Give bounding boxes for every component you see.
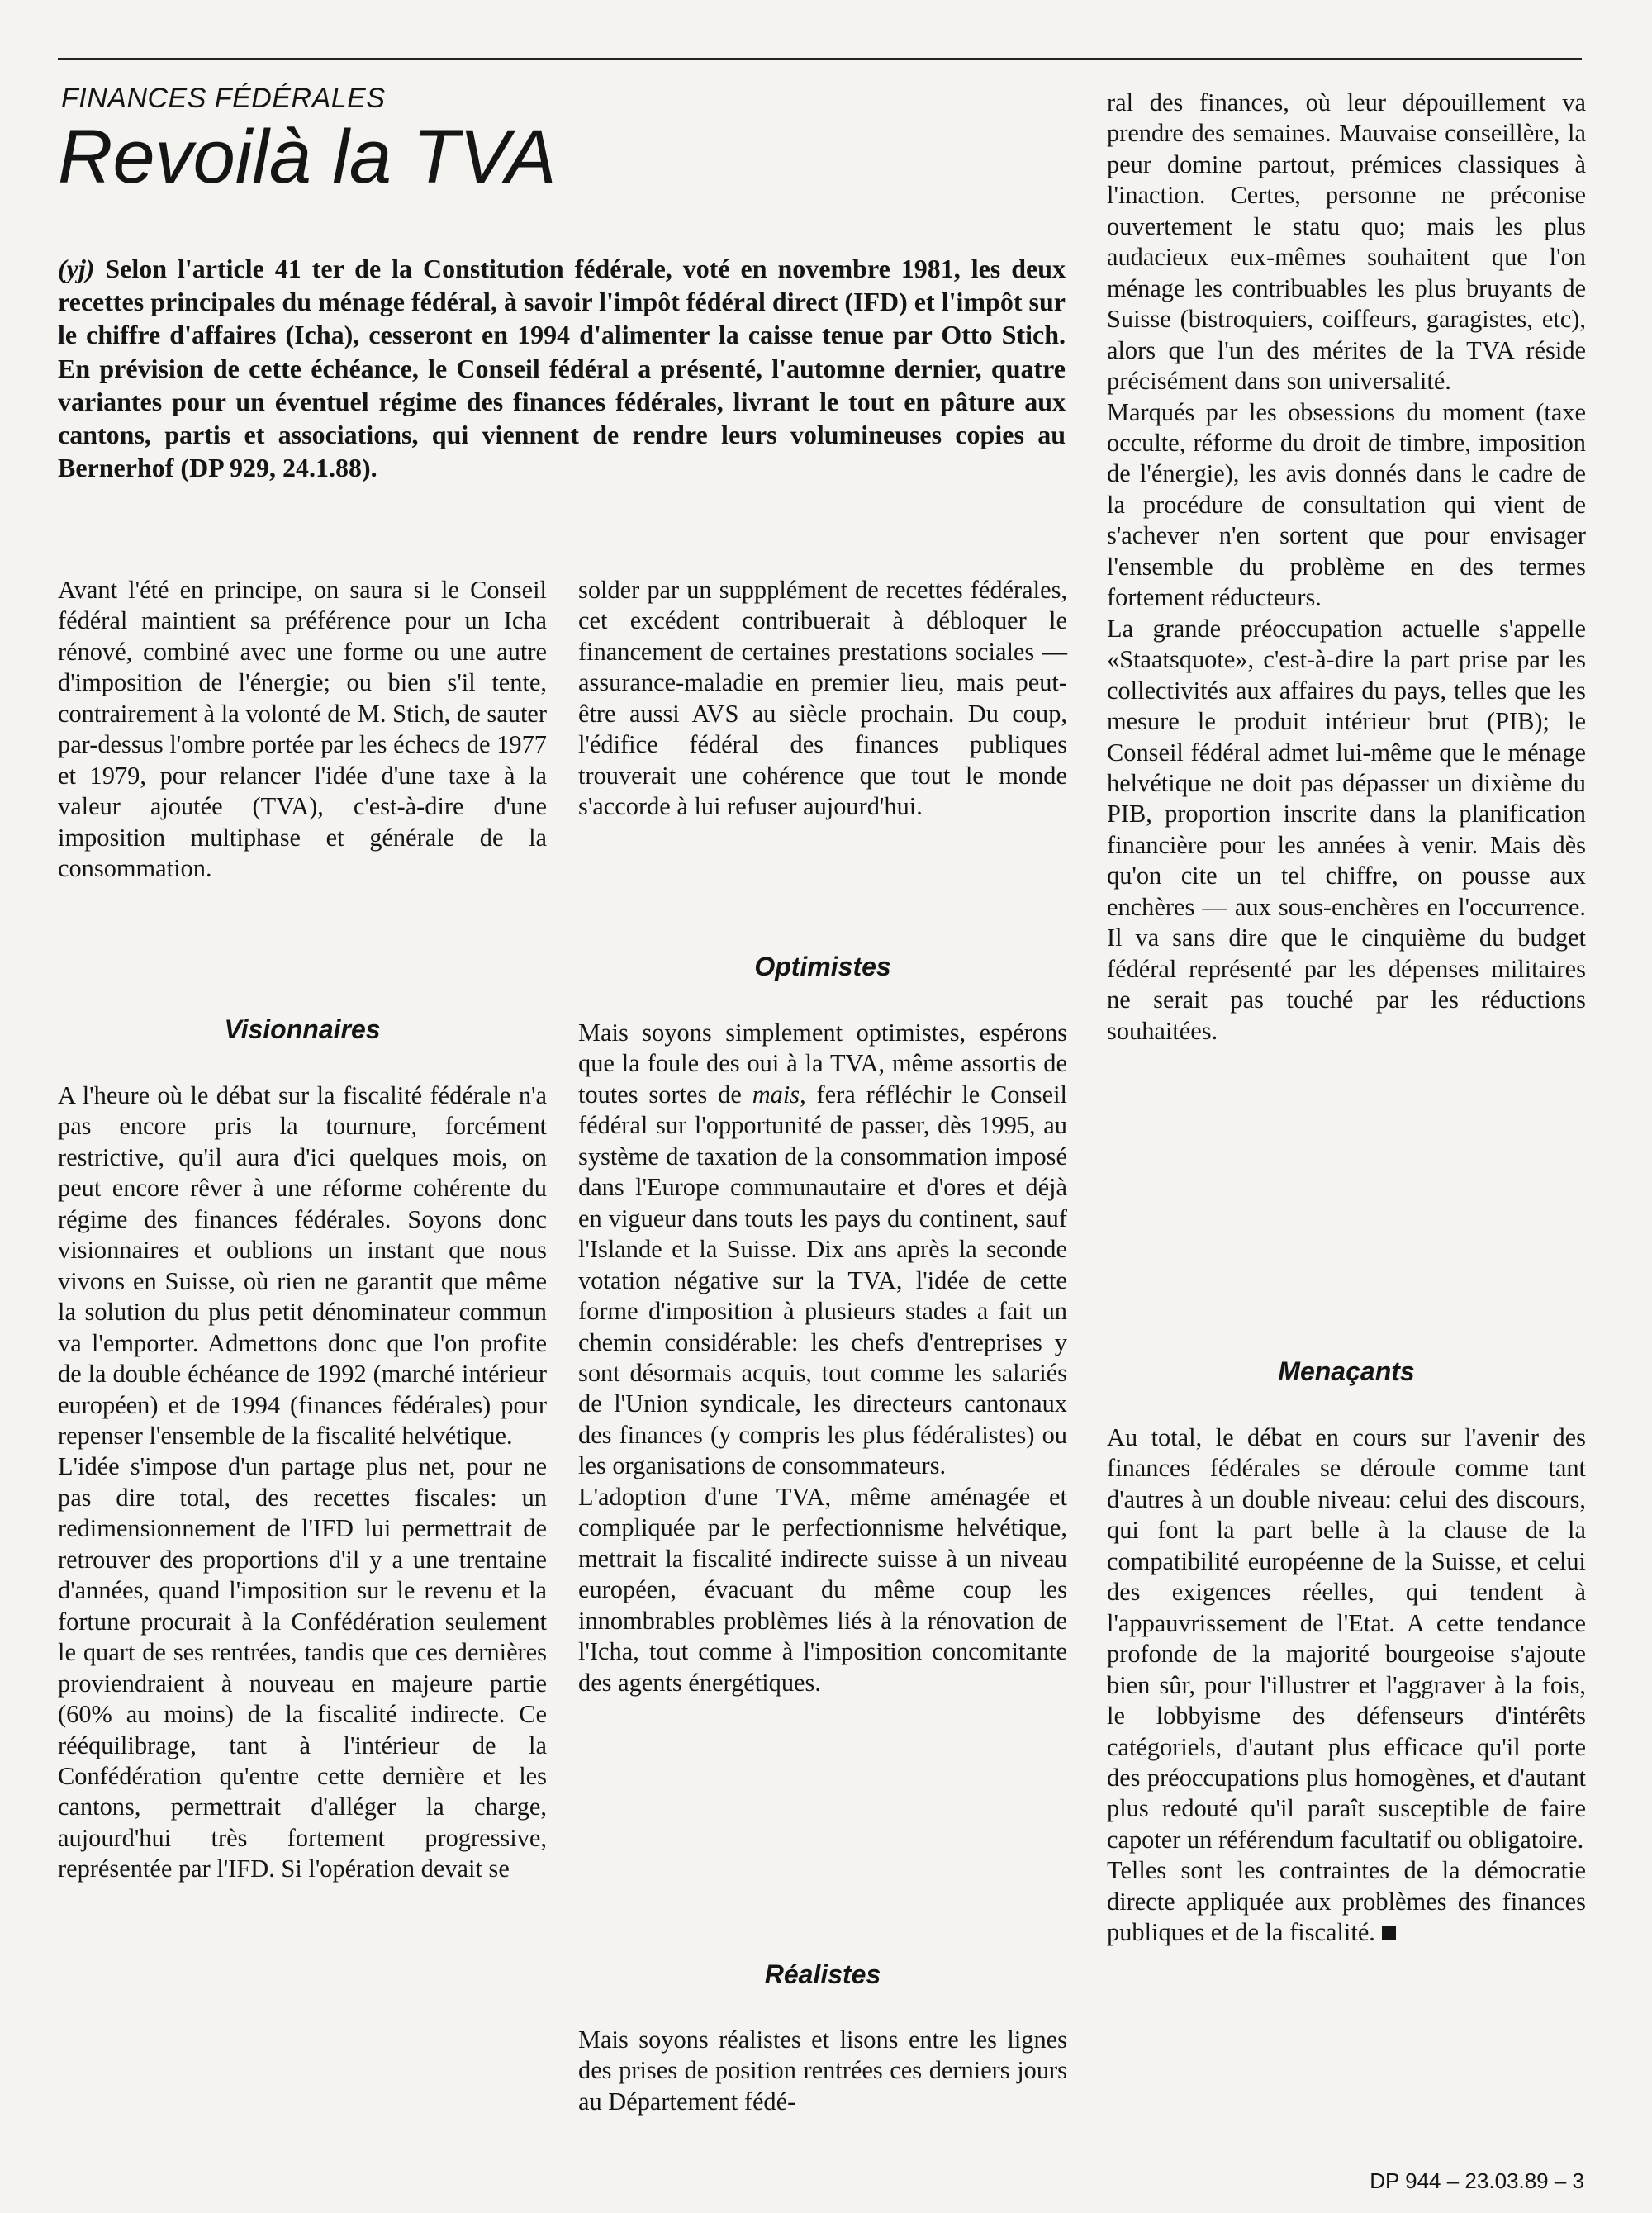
column-1-intro [58,575,547,885]
paragraph-visionnaires-2: L'idée s'impose d'un partage plus net, pour ne pas dire total, des recettes fiscales: un redimensionnement de l'IFD lui permettrait de retrouver des proportions d'il y a une trentaine d'années, quand l'imposition sur le revenu et la fortune procurait à la Confédération seulement le quart de ses rentrées, tandis que ces dernières proviendraient à nouveau en majeure partie (60% au moins) de la fiscalité indirecte. Ce rééquilibrage, tant à l'intérieur de la Confédération qu'entre cette dernière et les cantons, permettrait d'alléger la charge, aujourd'hui très fortement progressive, représentée par l'IFD. Si l'opération devait se [58,1452,547,1883]
subheading-optimistes: Optimistes [754,952,891,981]
author-code: (yj) [58,254,95,283]
column-2-body [578,1018,1067,1698]
column-2-bottom [578,2025,1067,2117]
column-3-top [1107,88,1586,1047]
optimistes-text-b: , fera réfléchir le Conseil fédéral sur l'opportunité de passer, dès 1995, au système de taxation de la consommation imposé dans l'Europe communautaire et d'ores et déjà en vigueur dans touts les pays du continent, sauf l'Islande et la Suisse. Dix ans après la seconde votation négative sur la TVA, l'idée de cette forme d'imposition à plusieurs stades a fait un chemin considérable: les chefs d'entreprises y sont désormais acquis, tout comme les salariés de l'Union syndicale, les directeurs cantonaux des finances (y compris les plus fédéralistes) ou les organisations de consommateurs. [578,1080,1067,1480]
subheading-visionnaires: Visionnaires [224,1014,381,1044]
paragraph-intro: Avant l'été en principe, on saura si le Conseil fédéral maintient sa préférence pour un Icha rénové, combiné avec une forme ou une autre d'imposition de l'énergie; ou bien s'il tente, contrairement à la volonté de M. Stich, de sauter par-dessus l'ombre portée par les échecs de 1977 et 1979, pour relancer l'idée d'une taxe à la valeur ajoutée (TVA), c'est-à-dire d'une imposition multiphase et générale de la consommation. [58,576,547,883]
paragraph-optimistes-2: L'adoption d'une TVA, même aménagée et compliquée par le perfectionnisme helvétique, mettrait la fiscalité indirecte suisse à un niveau européen, évacuant du même coup les innombrables problèmes liés à la rénovation de l'Icha, tout comme à l'imposition concomitante des agents énergétiques. [578,1482,1067,1697]
section-kicker: FINANCES FÉDÉRALES [61,83,386,114]
paragraph-col3-2: Marqués par les obsessions du moment (taxe occulte, réforme du droit de timbre, imposition de l'énergie), les avis donnés dans le cadre de la procédure de consultation qui vient de s'achever n'en sortent que pour envisager l'ensemble du problème en des termes fortement réducteurs. [1107,397,1586,612]
paragraph-optimistes-1 [578,1018,1067,1482]
article-title: Revoilà la TVA [58,115,557,199]
subheading-realistes: Réalistes [764,1959,881,1989]
lead-text: Selon l'article 41 ter de la Constitution fédérale, voté en novembre 1981, les deux recettes principales du ménage fédéral, à savoir l'impôt fédéral direct (IFD) et l'impôt sur le chiffre d'affaires (Icha), cesseront en 1994 d'alimenter la caisse tenue par Otto Stich. En prévision de cette échéance, le Conseil fédéral a présenté, l'automne dernier, quatre variantes pour un éventuel régime des finances fédérales, livrant le tout en pâture aux cantons, partis et associations, qui viennent de rendre leurs volumineuses copies au Bernerhof (DP 929, 24.1.88). [58,254,1066,483]
closing-text: Telles sont les contraintes de la démocratie directe appliquée aux problèmes des finances publiques et de la fiscalité. [1107,1856,1586,1947]
optimistes-emphasis: mais [752,1080,800,1109]
paragraph-menacants-1: Au total, le débat en cours sur l'avenir des finances fédérales se déroule comme tant d'autres à un double niveau: celui des discours, qui font la part belle à la clause de la compatibilité européenne de la Suisse, et celui des exigences réelles, qui tendent à l'appauvrissement de l'Etat. A cette tendance profonde de la majorité bourgeoise s'ajoute bien sûr, pour l'illustrer et l'aggraver à la fois, le lobbyisme des défenseurs d'intérêts catégoriels, d'autant plus efficace qu'il porte des préoccupations plus homogènes, et d'autant plus redouté qu'il paraît susceptible de faire capoter un référendum facultatif ou obligatoire. [1107,1423,1586,1854]
page-footer: DP 944 – 23.03.89 – 3 [1370,2168,1584,2193]
paragraph-realistes: Mais soyons réalistes et lisons entre les lignes des prises de position rentrées ces derniers jours au Département fédé- [578,2025,1067,2116]
subheading-menacants: Menaçants [1278,1356,1415,1386]
paragraph-continuation-col3: ral des finances, où leur dépouillement va prendre des semaines. Mauvaise conseillère, la peur domine partout, prémices classiques à l'inaction. Certes, personne ne préconise ouvertement le statu quo; mais les plus audacieux eux-mêmes souhaitent que l'on ménage les contribuables les plus bruyants de Suisse (bistroquiers, coiffeurs, garagistes, etc), alors que l'un des mérites de la TVA réside précisément dans son universalité. [1107,88,1586,396]
top-rule [58,58,1582,60]
paragraph-col3-3: La grande préoccupation actuelle s'appelle «Staatsquote», c'est-à-dire la part prise par les collectivités aux affaires du pays, telles que les mesure le produit intérieur brut (PIB); le Conseil fédéral admet lui-même que le ménage helvétique ne doit pas dépasser un dixième du PIB, proportion inscrite dans la planification financière pour les années à venir. Mais dès qu'on cite un tel chiffre, on pousse aux enchères — aux sous-enchères en l'occurrence. Il va sans dire que le cinquième du budget fédéral représenté par les dépenses militaires ne serait pas touché par les réductions souhaitées. [1107,614,1586,1045]
paragraph-continuation-col2: solder par un suppplément de recettes fédérales, cet excédent contribuerait à débloquer le financement de certaines prestations sociales — assurance-maladie en premier lieu, mais peut-être aussi AVS au siècle prochain. Du coup, l'édifice fédéral des finances publiques trouverait une cohérence que tout le monde s'accorde à lui refuser aujourd'hui. [578,576,1067,821]
article-lead [58,252,1066,484]
column-1-body [58,1080,547,1885]
end-mark-icon [1382,1926,1396,1940]
paragraph-menacants-2 [1107,1855,1586,1948]
optimistes-text-a: Mais soyons simplement optimistes, espérons que la foule des oui à la TVA, même assortis de toutes sortes de [578,1019,1067,1109]
column-3-body [1107,1422,1586,1949]
column-2-top [578,575,1067,823]
paragraph-visionnaires-1: A l'heure où le débat sur la fiscalité fédérale n'a pas encore pris la tournure, forcément restrictive, qu'il aura d'ici quelques mois, on peut encore rêver à une réforme cohérente du régime des finances fédérales. Soyons donc visionnaires et oublions un instant que nous vivons en Suisse, où rien ne garantit que même la solution du plus petit dénominateur commun va l'emporter. Admettons donc que l'on profite de la double échéance de 1992 (marché intérieur européen) et de 1994 (finances fédérales) pour repenser l'ensemble de la fiscalité helvétique. [58,1081,547,1450]
